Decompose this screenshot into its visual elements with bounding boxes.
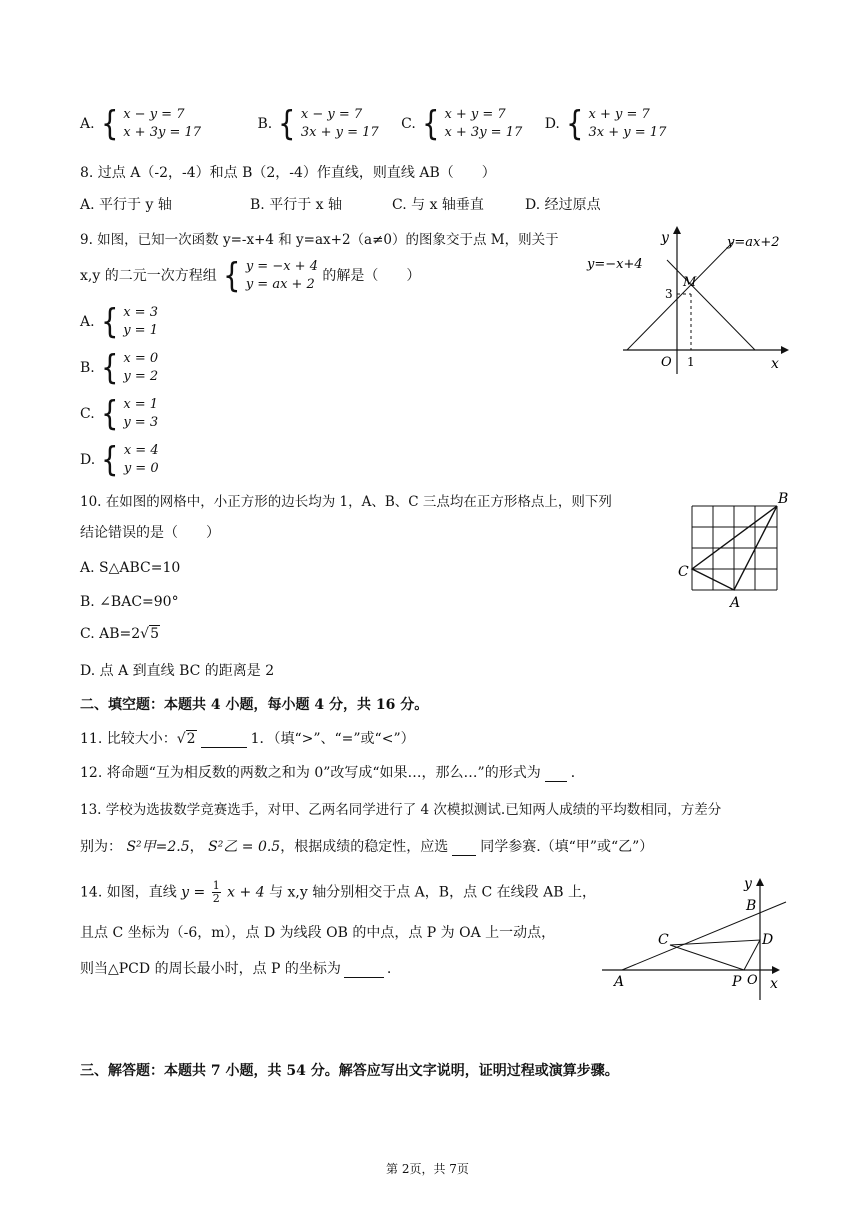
section2-heading: 二、填空题：本题共 4 小题，每小题 4 分，共 16 分。 xyxy=(80,697,429,713)
q9-option-c: C. { x = 1 y = 3 xyxy=(80,394,159,434)
label-p: P xyxy=(732,974,742,990)
brace-icon: { xyxy=(101,440,119,480)
label-tick-x: 1 xyxy=(687,355,695,369)
y-axis-arrow-icon xyxy=(673,226,681,234)
q9-equation-system: { y = −x + 4 y = ax + 2 xyxy=(223,256,318,296)
q9-graph-figure xyxy=(585,222,795,382)
sqrt-expression: √2 xyxy=(176,731,196,747)
q8-option-c: C. 与 x 轴垂直 xyxy=(392,197,484,213)
label-b: B xyxy=(746,898,757,914)
line-ax-plus-2 xyxy=(627,242,733,350)
q12-answer-blank[interactable] xyxy=(545,765,567,782)
x-axis-arrow-icon xyxy=(772,966,780,974)
brace-icon: { xyxy=(100,302,119,342)
y-axis-arrow-icon xyxy=(756,878,764,886)
sqrt-icon: √ xyxy=(176,731,186,747)
q10-option-d: D. 点 A 到直线 BC 的距离是 2 xyxy=(80,663,275,679)
label-c: C xyxy=(678,564,689,580)
brace-icon: { xyxy=(223,256,241,296)
q12: 12. 将命题“互为相反数的两数之和为 0”改写成“如果…，那么…”的形式为 ． xyxy=(80,765,585,781)
x-axis-arrow-icon xyxy=(781,346,789,354)
q10-stem-line2: 结论错误的是（ ） xyxy=(80,525,220,541)
q10-grid-figure xyxy=(670,488,800,612)
q8-option-b: B. 平行于 x 轴 xyxy=(250,197,342,213)
label-b: B xyxy=(778,491,789,507)
q9-option-a: A. { x = 3 y = 1 xyxy=(80,302,158,342)
fraction-one-half: $\frac{1}{2}$ xyxy=(212,879,220,905)
brace-icon: { xyxy=(566,104,584,144)
q9-stem-line1: 9. 如图，已知一次函数 y=-x+4 和 y=ax+2（a≠0）的图象交于点 M，则关于 xyxy=(80,232,559,248)
q10-stem-line1: 10. 在如图的网格中，小正方形的边长均为 1，A、B、C 三点均在正方形格点上，则下列 xyxy=(80,494,612,510)
brace-icon: { xyxy=(278,104,296,144)
q7-option-d: D. { x + y = 7 3x + y = 17 xyxy=(544,104,667,144)
q8-option-a: A. 平行于 y 轴 xyxy=(80,197,172,213)
label-y: y xyxy=(744,876,752,892)
q10-option-a: A. S△ABC=10 xyxy=(80,560,181,576)
brace-icon: { xyxy=(100,394,119,434)
q14-line3: 则当△PCD 的周长最小时，点 P 的坐标为 . xyxy=(80,961,392,977)
brace-icon: { xyxy=(100,104,119,144)
line-neg-x-plus-4 xyxy=(667,260,755,350)
q8-option-d: D. 经过原点 xyxy=(525,197,601,213)
label-o: O xyxy=(747,973,758,988)
q13-answer-blank[interactable] xyxy=(452,839,476,856)
q11: 11. 比较大小：√2 1．（填“>”、“=”或“<”） xyxy=(80,731,415,747)
q9-stem-line2: x,y 的二元一次方程组 { y = −x + 4 y = ax + 2 的解是（ ） xyxy=(80,256,421,296)
q8-stem: 8. 过点 A（-2，-4）和点 B（2，-4）作直线，则直线 AB（ ） xyxy=(80,165,496,181)
q9-option-b: B. { x = 0 y = 2 xyxy=(80,348,159,388)
label-tick-y: 3 xyxy=(665,287,673,301)
brace-icon: { xyxy=(100,348,119,388)
q10-option-c: C. AB=2√5 xyxy=(80,626,159,642)
q10-option-b: B. ∠BAC=90° xyxy=(80,594,179,610)
label-axis-x: x xyxy=(771,356,779,372)
q14-line2: 且点 C 坐标为（-6，m），点 D 为线段 OB 的中点，点 P 为 OA 上一动点， xyxy=(80,925,556,941)
q7-option-b: B. { x − y = 7 3x + y = 17 xyxy=(257,104,379,144)
label-a: A xyxy=(614,974,625,990)
label-a: A xyxy=(730,595,741,611)
q7-options-row xyxy=(80,106,666,142)
brace-icon: { xyxy=(421,104,440,144)
q14-line1: 14. 如图，直线 y = $\frac{1}{2}$ x + 4 与 x,y 轴分别相交于点 A，B，点 C 在线段 AB 上， xyxy=(80,879,596,905)
label-origin: O xyxy=(661,355,672,370)
grid-lines xyxy=(692,506,777,590)
sqrt-icon: √ xyxy=(140,626,150,642)
section3-heading: 三、解答题：本题共 7 小题，共 54 分。解答应写出文字说明，证明过程或演算步骤。 xyxy=(80,1063,619,1079)
label-x: x xyxy=(770,976,778,992)
label-c: C xyxy=(658,932,669,948)
q11-answer-blank[interactable] xyxy=(201,731,247,748)
label-d: D xyxy=(762,932,774,948)
q14-answer-blank[interactable] xyxy=(344,961,384,978)
page-footer: 第 2页，共 7页 xyxy=(386,1162,469,1176)
q7-option-a: A. { x − y = 7 x + 3y = 17 xyxy=(80,104,202,144)
label-line2: y=ax+2 xyxy=(727,235,780,250)
triangle-pcd xyxy=(670,940,760,970)
label-line1: y=−x+4 xyxy=(587,257,643,272)
q13-line2: 别为： S²甲=2.5， S²乙 = 0.5，根据成绩的稳定性，应选 同学参赛.（填“甲”或“乙”） xyxy=(80,839,654,855)
label-axis-y: y xyxy=(661,230,669,246)
q14-graph-figure xyxy=(596,874,796,1004)
label-point-m: M xyxy=(683,275,697,290)
sqrt-expression: √5 xyxy=(140,626,159,642)
q7-option-c: C. { x + y = 7 x + 3y = 17 xyxy=(401,104,523,144)
q9-option-d: D. { x = 4 y = 0 xyxy=(80,440,159,480)
q13-line1: 13. 学校为选拔数学竞赛选手，对甲、乙两名同学进行了 4 次模拟测试.已知两人成绩的平均数相同，方差分 xyxy=(80,802,722,818)
